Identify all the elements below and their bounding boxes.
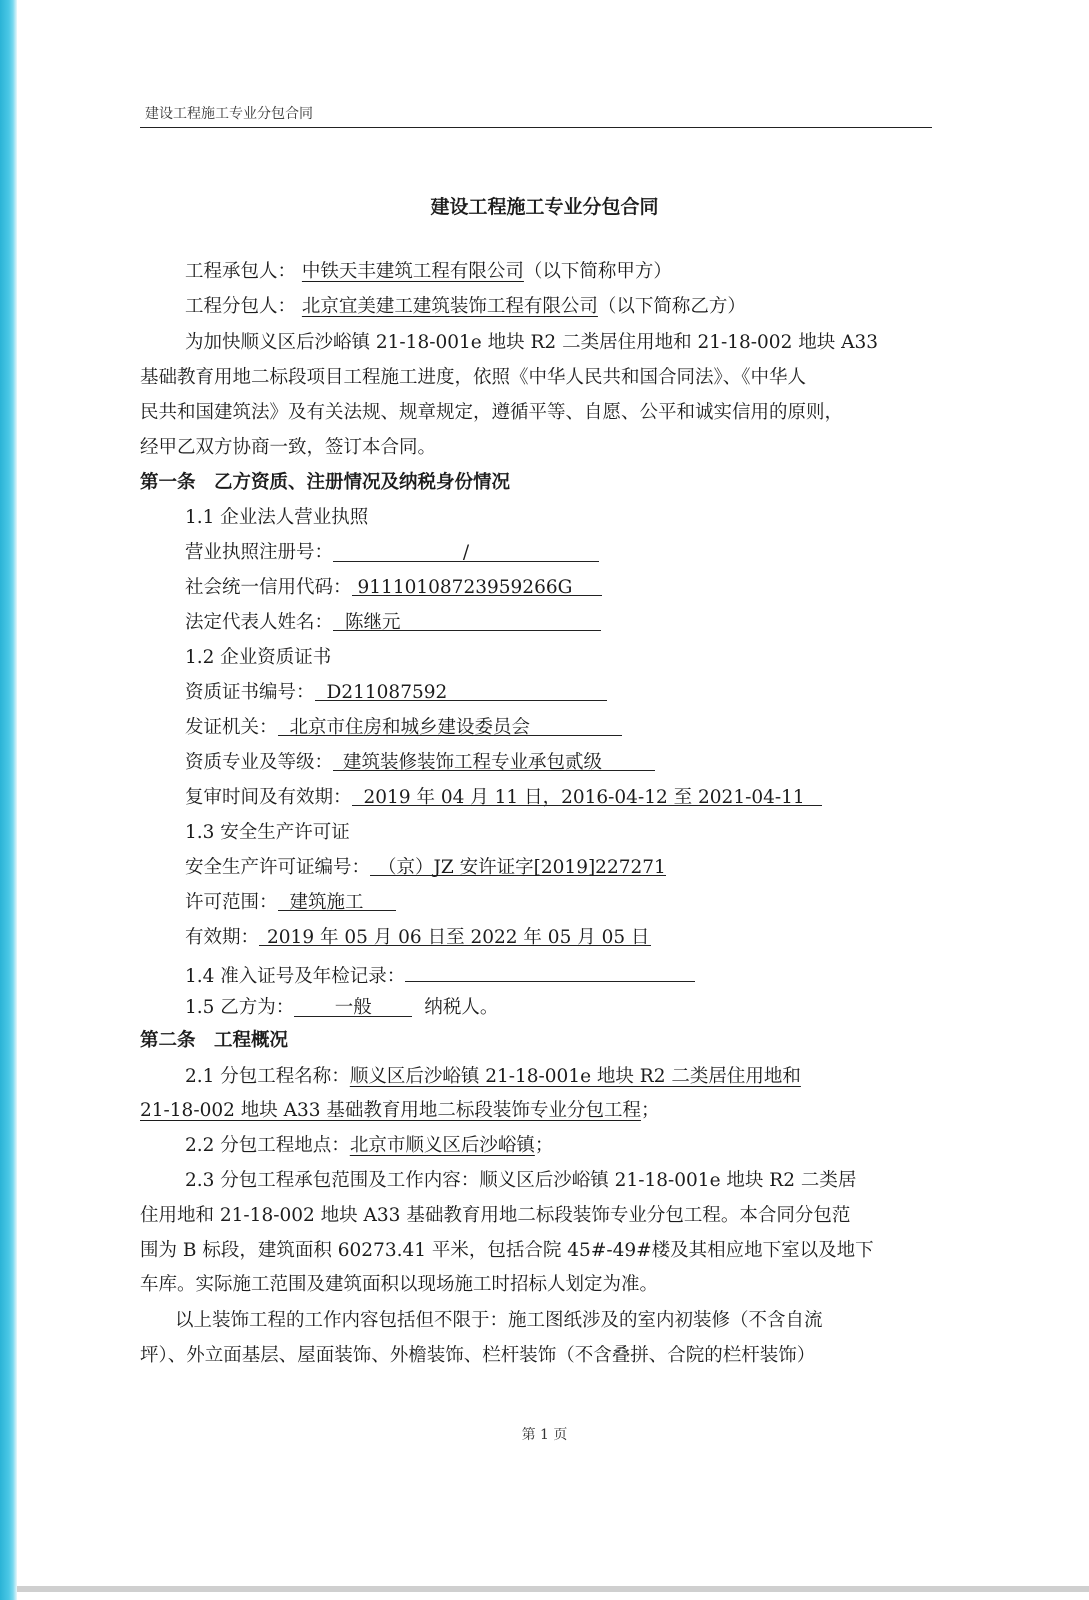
section-2-1-label: 2.1 分包工程名称：	[185, 1066, 350, 1087]
section-1-4-line	[185, 961, 985, 989]
section-2-3-line: 住用地和 21-18-002 地块 A33 基础教育用地二标段装饰专业分包工程。本合同分包范	[140, 1205, 851, 1226]
document-title: 建设工程施工专业分包合同	[430, 196, 659, 218]
validity-line	[185, 926, 985, 950]
credit-code-line	[185, 576, 985, 600]
legal-rep-value: 陈继元	[345, 612, 401, 633]
grade-value: 建筑装修装饰工程专业承包贰级	[343, 752, 603, 773]
section-1-5-suffix: 纳税人。	[424, 997, 499, 1018]
contractor-suffix: （以下简称甲方）	[523, 261, 672, 282]
preamble-line: 民共和国建筑法》及有关法规、规章规定，遵循平等、自愿、公平和诚实信用的原则，	[140, 402, 844, 423]
issuer-label: 发证机关：	[185, 717, 278, 738]
section-1-4: 1.4 准入证号及年检记录：	[185, 966, 406, 987]
review-line	[185, 786, 985, 810]
validity-field	[259, 926, 651, 946]
running-header: 建设工程施工专业分包合同	[145, 106, 313, 122]
legal-rep-field	[333, 611, 601, 631]
reg-no-line	[185, 541, 985, 565]
page-number: 第 1 页	[521, 1427, 568, 1443]
subcontractor-line	[185, 295, 985, 319]
section-2-2-value: 北京市顺义区后沙峪镇	[349, 1135, 535, 1156]
contractor-line	[185, 260, 985, 284]
taxpayer-type-field	[294, 996, 412, 1017]
section-2-3-line: 2.3 分包工程承包范围及工作内容：顺义区后沙峪镇 21-18-001e 地块 R2 二类居	[185, 1170, 857, 1191]
section-2-1-value: 21-18-002 地块 A33 基础教育用地二标段装饰专业分包工程	[140, 1100, 641, 1121]
grade-field	[333, 751, 655, 771]
grade-label: 资质专业及等级：	[185, 752, 334, 773]
credit-code-label: 社会统一信用代码：	[185, 577, 352, 598]
article2-heading: 第二条 工程概况	[140, 1030, 289, 1051]
scope-value: 建筑施工	[289, 892, 364, 913]
subcontractor-name: 北京宜美建工建筑装饰工程有限公司	[301, 296, 598, 317]
section-2-2-label: 2.2 分包工程地点：	[185, 1135, 350, 1156]
section-2-3-line: 围为 B 标段，建筑面积 60273.41 平米，包括合院 45#-49#楼及其相应地下室以及地下	[140, 1240, 874, 1261]
validity-value: 2019 年 05 月 06 日至 2022 年 05 月 05 日	[267, 927, 650, 948]
preamble-line: 经甲乙双方协商一致，签订本合同。	[140, 437, 437, 458]
section-2-2-line	[185, 1134, 985, 1158]
header-rule	[140, 127, 932, 128]
article1-heading: 第一条 乙方资质、注册情况及纳税身份情况	[140, 472, 511, 493]
review-field	[352, 786, 822, 806]
issuer-line	[185, 716, 985, 740]
preamble-line: 为加快顺义区后沙峪镇 21-18-001e 地块 R2 二类居住用地和 21-18-002 地块 A33	[185, 332, 879, 353]
section-1-2: 1.2 企业资质证书	[185, 647, 332, 668]
taxpayer-type-value: 一般	[334, 997, 372, 1018]
validity-label: 有效期：	[185, 927, 260, 948]
credit-code-field	[352, 576, 602, 596]
cert-no-line	[185, 681, 985, 705]
reg-no-label: 营业执照注册号：	[185, 542, 334, 563]
safety-no-label: 安全生产许可证编号：	[185, 857, 371, 878]
contractor-name: 中铁天丰建筑工程有限公司	[301, 261, 524, 282]
section-2-2-end: ；	[534, 1135, 554, 1156]
scope-field	[278, 891, 396, 911]
section-2-1-line	[185, 1065, 985, 1089]
safety-no-value: （京）JZ 安许证字[2019]227271	[378, 857, 666, 878]
subcontractor-label: 工程分包人：	[185, 296, 297, 317]
reg-no-field	[333, 541, 599, 562]
section-1-5-label: 1.5 乙方为：	[185, 997, 295, 1018]
section-2-1-end: ；	[640, 1100, 660, 1121]
review-value: 2019 年 04 月 11 日，2016-04-12 至 2021-04-11	[363, 787, 805, 808]
access-cert-field	[405, 961, 695, 982]
grade-line	[185, 751, 985, 775]
section-1-5-line	[185, 996, 985, 1020]
subcontractor-suffix: （以下简称乙方）	[597, 296, 746, 317]
scope-content-line: 坪）、外立面基层、屋面装饰、外檐装饰、栏杆装饰（不含叠拼、合院的栏杆装饰）	[140, 1345, 816, 1366]
issuer-field	[278, 716, 622, 736]
contractor-label: 工程承包人：	[185, 261, 297, 282]
review-label: 复审时间及有效期：	[185, 787, 352, 808]
scope-content-line: 以上装饰工程的工作内容包括但不限于：施工图纸涉及的室内初装修（不含自流	[175, 1310, 823, 1331]
legal-rep-line	[185, 611, 985, 635]
section-2-3-line: 车库。实际施工范围及建筑面积以现场施工时招标人划定为准。	[140, 1274, 659, 1295]
safety-no-line	[185, 856, 985, 880]
cert-no-value: D211087592	[326, 682, 448, 703]
section-1-1: 1.1 企业法人营业执照	[185, 507, 369, 528]
reg-no-value: /	[462, 542, 470, 563]
cert-no-field	[315, 681, 607, 701]
preamble-line: 基础教育用地二标段项目工程施工进度，依照《中华人民共和国合同法》、《中华人	[140, 367, 807, 388]
scope-line	[185, 891, 985, 915]
section-1-3: 1.3 安全生产许可证	[185, 822, 350, 843]
section-2-1-line	[140, 1099, 940, 1123]
credit-code-value: 91110108723959266G	[357, 577, 573, 598]
section-2-1-value: 顺义区后沙峪镇 21-18-001e 地块 R2 二类居住用地和	[349, 1066, 801, 1087]
issuer-value: 北京市住房和城乡建设委员会	[289, 717, 531, 738]
cert-no-label: 资质证书编号：	[185, 682, 315, 703]
legal-rep-label: 法定代表人姓名：	[185, 612, 334, 633]
safety-no-field	[370, 856, 666, 876]
scope-label: 许可范围：	[185, 892, 278, 913]
